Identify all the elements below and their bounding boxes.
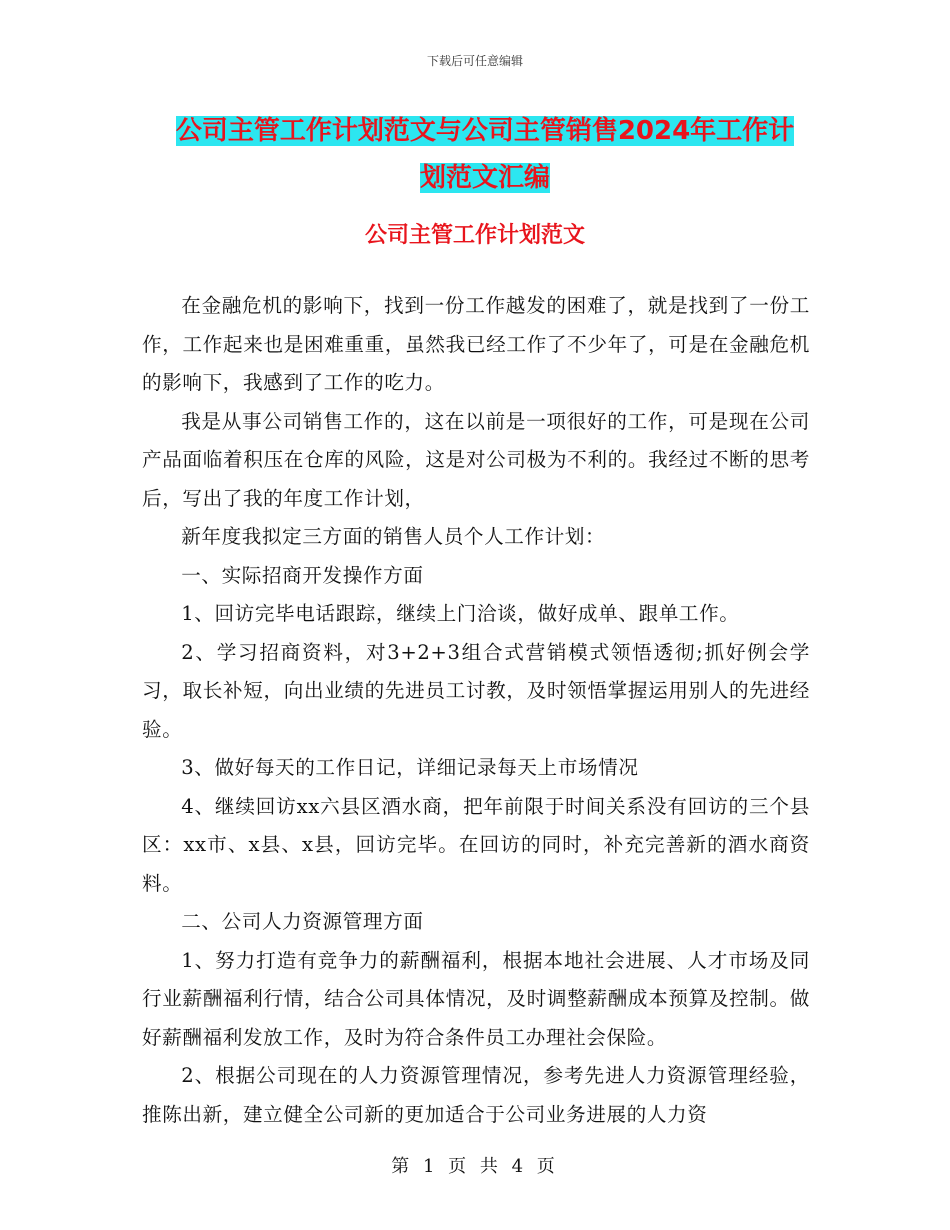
section-title: 公司主管工作计划范文 <box>364 223 585 248</box>
paragraph: 1、努力打造有竞争力的薪酬福利，根据本地社会进展、人才市场及同行业薪酬福利行情，结合公司具体情况，及时调整薪酬成本预算及控制。做好薪酬福利发放工作，及时为符合条件员工办理社会保险。 <box>142 948 810 1049</box>
document-title <box>140 108 830 202</box>
paragraph: 我是从事公司销售工作的，这在以前是一项很好的工作，可是现在公司产品面临着积压在仓库的风险，这是对公司极为不利的。我经过不断的思考后，写出了我的年度工作计划， <box>142 409 810 510</box>
document-title-line-2: 划范文汇编 <box>419 163 550 193</box>
paragraph: 2、学习招商资料，对3+2+3组合式营销模式领悟透彻;抓好例会学习，取长补短，向出业绩的先进员工讨教，及时领悟掌握运用别人的先进经验。 <box>142 640 810 741</box>
paragraph: 1、回访完毕电话跟踪，继续上门洽谈，做好成单、跟单工作。 <box>181 602 740 625</box>
heading-paragraph: 一、实际招商开发操作方面 <box>181 563 424 587</box>
paragraph: 新年度我拟定三方面的销售人员个人工作计划： <box>181 525 606 548</box>
paragraph: 3、做好每天的工作日记，详细记录每天上市场情况 <box>181 756 639 779</box>
paragraph: 4、继续回访xx六县区酒水商，把年前限于时间关系没有回访的三个县区：xx市、x县、x县，回访完毕。在回访的同时，补充完善新的酒水商资料。 <box>142 794 810 895</box>
heading-paragraph: 二、公司人力资源管理方面 <box>181 910 424 933</box>
document-title-line-1: 公司主管工作计划范文与公司主管销售2024年工作计 <box>175 116 795 146</box>
document-body <box>142 287 810 1134</box>
page-header-note: 下载后可任意编辑 <box>426 54 523 68</box>
paragraph: 2、根据公司现在的人力资源管理情况，参考先进人力资源管理经验，推陈出新，建立健全公司新的更加适合于公司业务进展的人力资 <box>142 1064 810 1126</box>
paragraph: 在金融危机的影响下，找到一份工作越发的困难了，就是找到了一份工作，工作起来也是困难重重，虽然我已经工作了不少年了，可是在金融危机的影响下，我感到了工作的吃力。 <box>142 294 810 394</box>
page-number: 第 1 页 共 4 页 <box>391 1156 559 1177</box>
